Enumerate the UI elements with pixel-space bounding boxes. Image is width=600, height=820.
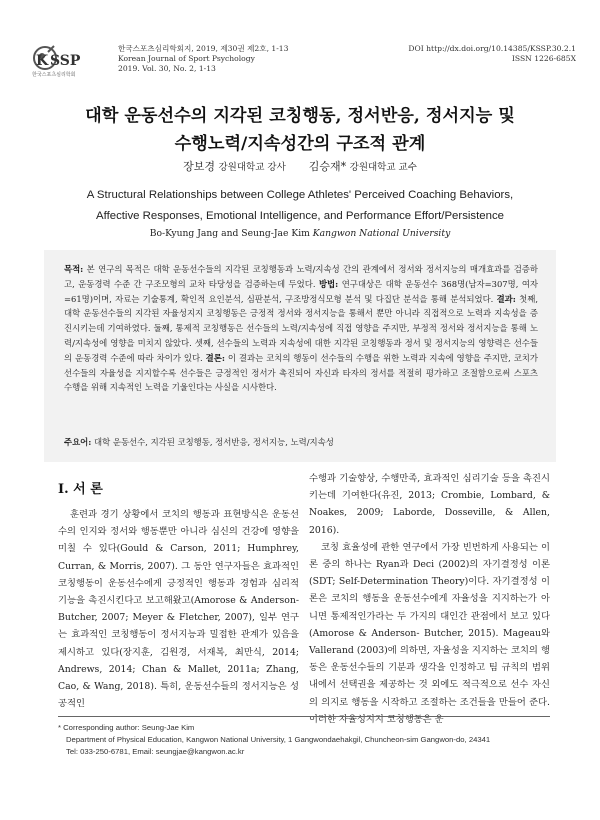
kssp-logo-icon [28,44,110,80]
body-paragraph: 수행과 기술향상, 수행만족, 효과적인 심리기술 등을 촉진시키는데 기여한다(유진, 2013; Crombie, Lombard, & Noakes, 2009; Laborde, Dosseville, & Allen, 2016). [309,473,550,536]
keywords [64,436,538,448]
body-paragraph: 훈련과 경기 상황에서 코치의 행동과 표현방식은 운동선수의 인지와 정서와 행동뿐만 아니라 심신의 건강에 영향을 미칠 수 있다(Gould & Carson, 2011; Humphrey, Curran, & Morris, 2007). 그 동안 연구자들은 효과적인 코칭행동이 운동선수에게 긍정적인 행동과 경험과 심리적 기능을 촉진시킨다고 보고해왔고(Amorose & Anderson-Butcher, 2007; Meyer & Fletcher, 2007), 일부 연구는 효과적인 코칭행동이 정서지능과 밀접한 관계가 있음을 제시하고 있다(장지훈, 김원경, 서재복, 최만식, 2014; Andrews, 2014; Chan & Mallet, 2011a; Zhang, Cao, & Wang, 2018). 특히, 운동선수들의 정서지능은 성공적인 [58,509,299,710]
paper-title-kr [40,102,560,158]
doi-block [408,44,576,64]
svg-text:SSP: SSP [50,53,81,69]
abstract-purpose: 본 연구의 목적은 대학 운동선수들의 지각된 코칭행동과 노력/지속성 간의 관계에서 정서와 정서지능의 매개효과를 검증하고, 운동경력 수준 간 구조모형의 교차 타당성을 검증하는데 두었다. [64,264,538,289]
abstract-results: 첫째, 대학 운동선수들의 지각된 자율성지지 코칭행동은 긍정적 정서와 정서지능을 통해서 뿐만 아니라 직접적으로 노력과 지속성을 증진시키는데 기여하였다. 둘째, 통제적 코칭행동은 선수들의 노력/지속성에 직접 영향을 주지만, 부정적 정서와 정서지능을 통해 노력/지속성에 영향을 미치지 않았다. 셋째, 선수들의 노력과 지속성에 대한 지각된 코칭행동과 정서 및 정서지능의 영향력은 선수들의 운동경력 수준에 따라 차이가 있다. [64,293,538,363]
en-title-line-1: A Structural Relationships between College Athletes' Perceived Coaching Behaviors, [86,189,514,201]
author-1-affiliation: 강원대학교 강사 [218,162,286,173]
abstract-text [64,262,538,395]
en-title-line-2: Affective Responses, Emotional Intelligence, and Performance Effort/Persistence [96,210,504,222]
footnote-line-2: Department of Physical Education, Kangwon National University, 1 Gangwondaehakgil, Chuncheon-sim Gangwon-do, 24341 [66,735,491,744]
paper-title-en [60,185,540,227]
journal-volume-en: 2019. Vol. 30, No. 2, 1-13 [118,64,216,73]
svg-text:K: K [36,53,49,69]
body-paragraph: 코칭 효율성에 관한 연구에서 가장 빈번하게 사용되는 이론 중의 하나는 Ryan과 Deci (2002)의 자기결정성 이론(SDT; Self-Determination Theory)이다. 자기결정성 이론은 코치의 행동을 운동선수에게 자율성을 지지하는가 아니면 통제적인가라는 두 가지의 대인간 관점에서 보고 있다(Amorose & Anderson- Butcher, 2015). Mageau와 Vallerand (2003)에 의하면, 자율성을 지지하는 코치의 행동은 운동선수들의 기분과 생각을 인정하고 팀 규칙의 범위 내에서 선택권을 제공하는 것 외에도 적극적으로 선수 자신의 의지로 행동을 시작하고 조절하는 조건들을 만들어 준다. 이러한 자율성지지 코칭행동은 운 [309,541,550,725]
footnote-line-1: * Corresponding author: Seung-Jae Kim [58,723,195,732]
journal-citation [118,44,288,74]
abstract-conclusion: 이 결과는 코치의 행동이 선수들의 수행을 위한 노력과 지속에 영향을 주지만, 코치가 선수들의 자율성을 지지할수록 선수들은 긍정적인 정서가 촉진되어 자신과 타자의 정서를 적절히 평가하고 조절함으로써 스포츠 수행을 위해 지속적인 노력을 기울인다는 사실을 시사한다. [64,352,538,393]
authors-kr [0,158,600,174]
journal-citation-kr: 한국스포츠심리학회지, 2019, 제30권 제2호, 1-13 [118,44,289,53]
journal-logo [28,44,110,80]
doi-link[interactable]: DOI http://dx.doi.org/10.14385/KSSP.30.2.1 [408,44,576,53]
author-1-name: 장보경 [183,160,215,173]
footnote-divider [58,716,550,717]
en-author-names: Bo-Kyung Jang and Seung-Jae Kim [149,228,310,239]
journal-header [28,40,576,80]
author-2-affiliation: 강원대학교 교수 [349,162,417,173]
abstract-box [44,250,556,462]
en-author-affiliation: Kangwon National University [312,228,451,239]
keywords-list: 대학 운동선수, 지각된 코칭행동, 정서반응, 정서지능, 노력/지속성 [91,437,334,447]
corresponding-author-footnote [58,722,558,758]
authors-en [0,228,600,239]
issn: ISSN 1226-685X [511,54,576,63]
abstract-purpose-label: 목적: [64,264,84,274]
title-line-1: 대학 운동선수의 지각된 코칭행동, 정서반응, 정서지능 및 [85,106,515,126]
svg-text:한국스포츠심리학회: 한국스포츠심리학회 [32,72,76,78]
keywords-label: 주요어: [64,437,92,447]
footnote-line-3: Tel: 033-250-6781, Email: seungjae@kangwon.ac.kr [66,747,245,756]
title-line-2: 수행노력/지속성간의 구조적 관계 [174,134,426,154]
abstract-results-label: 결과: [496,293,516,304]
body-column-left [58,506,299,712]
section-heading-introduction: I. 서 론 [58,482,103,497]
abstract-conclusion-label: 결론: [205,352,225,363]
body-column-right [309,470,550,728]
abstract-method-label: 방법: [318,278,339,289]
abstract-method: 연구대상은 대학 운동선수 368명(남자=307명, 여자=61명)이며, 자료는 기술통계, 확인적 요인분석, 심판분석, 구조방정식모형 분석 및 다집단 분석을 통해 분석되었다. [64,278,539,304]
author-2-name: 김승재* [308,160,347,173]
journal-name-en: Korean Journal of Sport Psychology [118,54,255,63]
